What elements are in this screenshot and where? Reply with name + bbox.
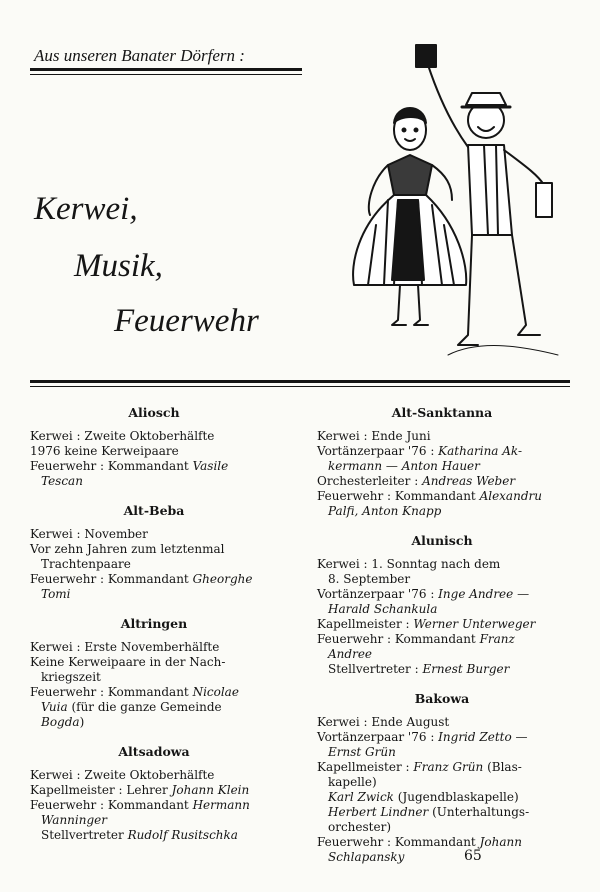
entry-text: Feuerwehr : Kommandant (317, 835, 480, 849)
entry-line (30, 527, 278, 542)
entry-line (317, 745, 567, 760)
entry-line (30, 685, 278, 700)
village-section (317, 691, 567, 865)
entry-text: orchester) (328, 820, 392, 834)
entry-name: Inge Andree — (438, 587, 530, 601)
entry-text: 8. September (328, 572, 411, 586)
entry-text: Feuerwehr : Kommandant (30, 459, 193, 473)
entry-text: Kerwei : November (30, 527, 148, 541)
entry-text: Stellvertreter (41, 828, 128, 842)
entry-name: Katharina Ak- (438, 444, 523, 458)
village-heading: Altringen (120, 616, 188, 631)
entry-text: (Unterhaltungs- (428, 805, 530, 819)
entry-line (30, 474, 278, 489)
village-section (317, 405, 567, 519)
entry-text: (für die ganze Gemeinde (67, 700, 222, 714)
entry-name: Gheorghe (192, 572, 253, 586)
entry-line (30, 783, 278, 798)
entry-line (30, 655, 278, 670)
entry-name: Hermann (192, 798, 250, 812)
entry-line (30, 715, 278, 730)
kicker-rule-thin (30, 74, 302, 75)
entry-line (30, 813, 278, 828)
divider-thin (30, 386, 570, 387)
kicker-rule-thick (30, 68, 302, 71)
entry-text: Feuerwehr : Kommandant (30, 685, 193, 699)
entry-name: Tescan (41, 474, 83, 488)
entry-name: Herbert Lindner (328, 805, 429, 819)
entry-text: (Blas- (483, 760, 522, 774)
entry-name: Palfi, Anton Knapp (328, 504, 442, 518)
entry-line (317, 730, 567, 745)
entry-name: Vuia (41, 700, 68, 714)
entry-line (317, 602, 567, 617)
page-number: 65 (464, 848, 482, 864)
entry-text: (Jugendblaskapelle) (393, 790, 519, 804)
entry-line (30, 572, 278, 587)
entry-line (30, 542, 278, 557)
title-kerwei: Kerwei, (34, 191, 138, 227)
village-section (317, 533, 567, 677)
entry-line (30, 798, 278, 813)
entry-line (317, 557, 567, 572)
right-column (317, 405, 567, 879)
village-heading: Alt-Sanktanna (391, 405, 493, 420)
entry-text: Vortänzerpaar '76 : (317, 730, 439, 744)
entry-name: Vasile (192, 459, 229, 473)
entry-line (317, 587, 567, 602)
entry-name: Franz Grün (413, 760, 484, 774)
entry-name: Wanninger (41, 813, 107, 827)
entry-text: Keine Kerweipaare in der Nach- (30, 655, 226, 669)
entry-name: Ingrid Zetto — (438, 730, 528, 744)
entry-line (30, 640, 278, 655)
entry-name: Andree (328, 647, 373, 661)
entry-text: Vor zehn Jahren zum letztenmal (30, 542, 225, 556)
entry-text: Kerwei : 1. Sonntag nach dem (317, 557, 501, 571)
entry-text: Feuerwehr : Kommandant (317, 489, 480, 503)
village-heading: Alunisch (411, 533, 473, 548)
entry-line (30, 459, 278, 474)
left-column (30, 405, 278, 857)
entry-name: Harald Schankula (328, 602, 438, 616)
entry-text: Vortänzerpaar '76 : (317, 444, 439, 458)
village-section (30, 405, 278, 489)
entry-line (317, 429, 567, 444)
entry-text: Kapellmeister : (317, 760, 414, 774)
entry-line (30, 587, 278, 602)
entry-text: kriegszeit (41, 670, 101, 684)
entry-name: Johann Klein (171, 783, 250, 797)
entry-line (317, 805, 567, 820)
entry-line (317, 572, 567, 587)
entry-name: Schlapansky (328, 850, 405, 864)
entry-name: Karl Zwick (328, 790, 394, 804)
entry-text: Feuerwehr : Kommandant (30, 798, 193, 812)
entry-line (317, 835, 567, 850)
entry-name: Andreas Weber (422, 474, 516, 488)
entry-line (317, 820, 567, 835)
entry-text: Feuerwehr : Kommandant (317, 632, 480, 646)
entry-line (30, 768, 278, 783)
village-heading: Aliosch (128, 405, 180, 420)
entry-text: Kerwei : Zweite Oktoberhälfte (30, 429, 215, 443)
entry-text: Kerwei : Ende August (317, 715, 450, 729)
entry-name: Rudolf Rusitschka (127, 828, 238, 842)
entry-line (317, 632, 567, 647)
entry-line (317, 775, 567, 790)
village-section (30, 616, 278, 730)
entry-line (317, 790, 567, 805)
entry-name: kermann — Anton Hauer (328, 459, 480, 473)
title-feuerwehr: Feuerwehr (114, 303, 259, 339)
entry-name: Tomi (41, 587, 71, 601)
entry-line (317, 459, 567, 474)
village-heading: Alt-Beba (123, 503, 185, 518)
village-section (30, 744, 278, 843)
entry-text: Vortänzerpaar '76 : (317, 587, 439, 601)
entry-text: ) (79, 715, 85, 729)
entry-line (317, 489, 567, 504)
divider-thick (30, 380, 570, 383)
village-heading: Bakowa (414, 691, 470, 706)
title-musik: Musik, (74, 248, 163, 284)
entry-text: Kerwei : Zweite Oktoberhälfte (30, 768, 215, 782)
entry-text: Feuerwehr : Kommandant (30, 572, 193, 586)
entry-name: Ernst Grün (328, 745, 396, 759)
dancing-couple-illustration (348, 35, 570, 365)
entry-line (30, 557, 278, 572)
entry-name: Franz (479, 632, 515, 646)
entry-text: Kapellmeister : (317, 617, 414, 631)
entry-line (30, 444, 278, 459)
entry-line (317, 444, 567, 459)
entry-text: Stellvertreter : (328, 662, 423, 676)
entry-line (317, 474, 567, 489)
section-kicker: Aus unseren Banater Dörfern : (34, 46, 245, 65)
entry-name: Werner Unterweger (413, 617, 536, 631)
entry-text: Kerwei : Erste Novemberhälfte (30, 640, 220, 654)
village-section (30, 503, 278, 602)
entry-name: Alexandru (479, 489, 542, 503)
entry-name: Nicolae (192, 685, 239, 699)
entry-line (317, 617, 567, 632)
entry-text: Kerwei : Ende Juni (317, 429, 431, 443)
entry-line (30, 429, 278, 444)
entry-line (317, 850, 567, 865)
entry-name: Johann (479, 835, 522, 849)
entry-line (317, 760, 567, 775)
village-heading: Altsadowa (118, 744, 190, 759)
entry-text: Kapellmeister : Lehrer (30, 783, 172, 797)
entry-line (317, 662, 567, 677)
entry-name: Ernest Burger (422, 662, 510, 676)
entry-name: Bogda (41, 715, 80, 729)
entry-text: 1976 keine Kerweipaare (30, 444, 179, 458)
entry-line (30, 700, 278, 715)
entry-text: Orchesterleiter : (317, 474, 423, 488)
entry-line (317, 715, 567, 730)
entry-line (317, 647, 567, 662)
entry-line (30, 828, 278, 843)
entry-text: kapelle) (328, 775, 377, 789)
entry-line (30, 670, 278, 685)
entry-text: Trachtenpaare (41, 557, 131, 571)
entry-line (317, 504, 567, 519)
